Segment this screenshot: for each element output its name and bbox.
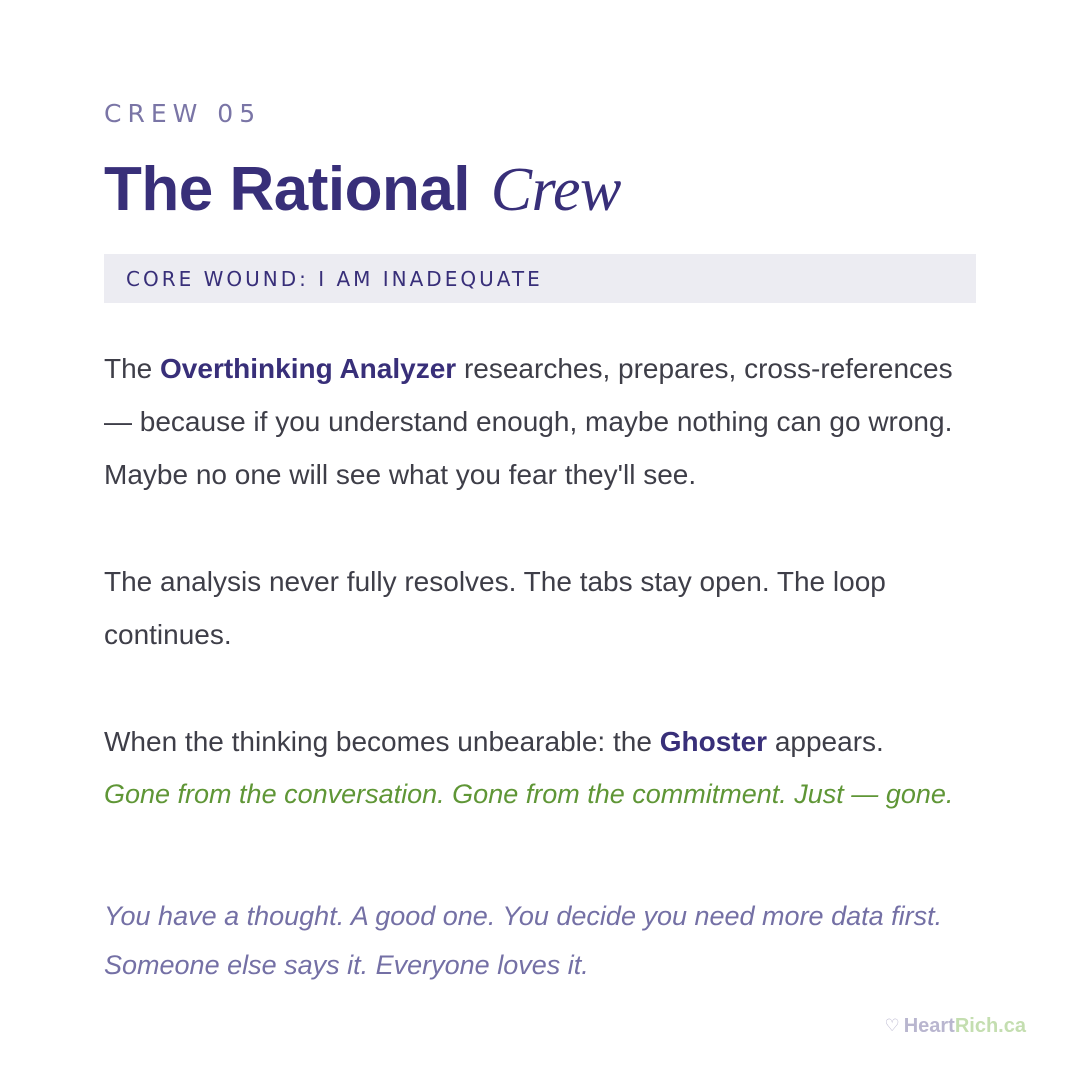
brand-part-rich: Rich.ca — [954, 1015, 1026, 1037]
paragraph-analysis-loop: The analysis never fully resolves. The tabs stay open. The loop continues. — [104, 566, 886, 650]
paragraph-ghoster — [104, 715, 976, 821]
quote-line-2: Someone else says it. Everyone loves it. — [104, 950, 589, 980]
title-main: The Rational — [104, 155, 471, 224]
crew-kicker: CREW 05 — [104, 99, 262, 128]
core-wound-label: CORE WOUND: I AM INADEQUATE — [126, 267, 543, 291]
ghoster-term: Ghoster — [659, 726, 768, 757]
brand-logo — [884, 1012, 1026, 1040]
paragraph-analyzer-lead: The — [104, 353, 161, 384]
title-italic: Crew — [490, 156, 621, 224]
quote-line-1: You have a thought. A good one. You decide you need more data first. — [104, 901, 943, 931]
paragraph-analyzer-rest: researches, prepares, cross-references — because if you understand enough, maybe nothing can go wrong. Maybe no one will see what you fear they'll see. — [104, 353, 953, 490]
ghoster-gone-line: Gone from the conversation. Gone from the commitment. Just — gone. — [104, 779, 954, 809]
example-quote — [104, 892, 976, 990]
heart-icon: ♡ — [884, 1016, 900, 1035]
paragraph-ghoster-rest: appears. — [767, 726, 884, 757]
overthinking-analyzer-term: Overthinking Analyzer — [160, 353, 457, 384]
paragraph-ghoster-lead: When the thinking becomes unbearable: the — [104, 726, 660, 757]
core-wound-banner — [104, 254, 976, 303]
brand-part-heart: Heart — [903, 1015, 955, 1037]
crew-card — [104, 0, 976, 1080]
page-title — [104, 150, 621, 230]
paragraph-analyzer — [104, 342, 976, 501]
